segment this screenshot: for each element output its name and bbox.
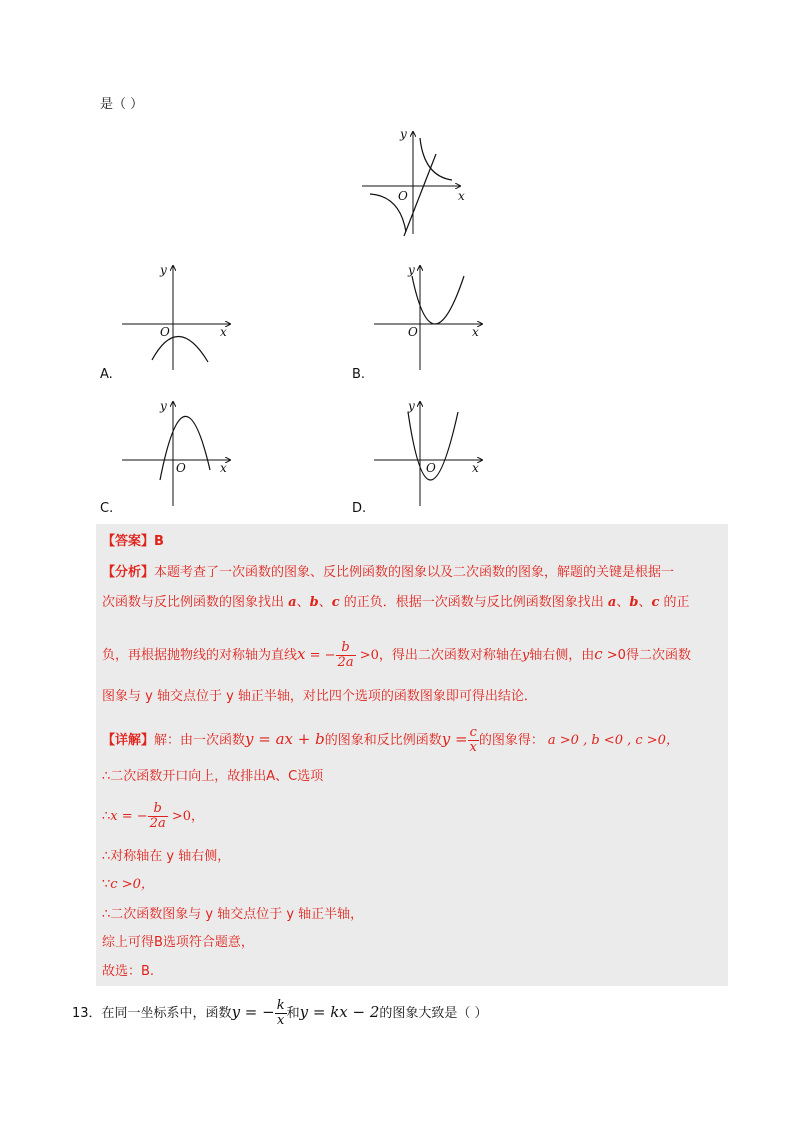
option-a-graph: [120, 262, 240, 372]
detail-label: 【详解】: [102, 733, 155, 748]
analysis-line-4: 图象与 y 轴交点位于 y 轴正半轴，对比四个选项的函数图象即可得出结论．: [102, 689, 537, 704]
y-label: y: [400, 127, 407, 141]
detail-line-3: ∴x = − $\frac{b}{2a}$ >0，: [102, 801, 204, 831]
svg-text:O: O: [160, 325, 170, 339]
option-c-label[interactable]: C.: [100, 501, 114, 516]
analysis-label: 【分析】: [102, 565, 155, 580]
hyperbola-branch-1: [420, 138, 452, 180]
linear-line: [404, 154, 436, 236]
svg-text:O: O: [176, 461, 186, 475]
analysis-line-3: 负，再根据抛物线的对称轴为直线x = − $\frac{b}{2a}$ >0，得出二次函数对称轴在y轴右侧，由c >0得二次函数: [102, 640, 691, 670]
option-b-label[interactable]: B.: [352, 367, 366, 382]
svg-text:x: x: [220, 461, 227, 475]
detail-line-2: ∴二次函数开口向上，故排出A、C选项: [102, 769, 324, 784]
detail-line-1: 【详解】解：由一次函数y = ax + b的图象和反比例函数y = $\frac{c}{x}$ 的图象得： a >0 , b <0 , c >0，: [102, 725, 679, 755]
svg-text:O: O: [426, 461, 436, 475]
svg-text:O: O: [408, 325, 418, 339]
svg-text:x: x: [472, 461, 479, 475]
question-number: 13．: [72, 1006, 102, 1021]
option-d-label[interactable]: D.: [352, 501, 367, 516]
answer-line: [102, 533, 164, 551]
analysis-text-1: 本题考查了一次函数的图象、反比例函数的图象以及二次函数的图象，解题的关键是根据一: [154, 565, 675, 580]
main-figure: [360, 128, 470, 238]
option-a-label[interactable]: A.: [100, 367, 113, 382]
analysis-fraction: $\frac{b}{2a}$: [337, 640, 354, 670]
svg-text:y: y: [160, 399, 167, 413]
option-b-graph: [372, 262, 492, 372]
svg-text:y: y: [408, 263, 415, 277]
svg-text:x: x: [220, 325, 227, 339]
answer-label: 【答案】: [102, 534, 155, 549]
detail-line-4: ∴对称轴在 y 轴右侧，: [102, 849, 231, 864]
answer-value: B: [154, 534, 164, 549]
option-c-graph: [120, 398, 240, 508]
question-13: 13．在同一坐标系中，函数y = − $\frac{k}{x}$ 和y = kx − 2的图象大致是（ ）: [72, 998, 488, 1028]
svg-text:y: y: [408, 399, 415, 413]
detail-line-6: ∴二次函数图象与 y 轴交点位于 y 轴正半轴，: [102, 907, 364, 922]
detail-line-7: 综上可得B选项符合题意，: [102, 935, 254, 950]
svg-text:x: x: [472, 325, 479, 339]
previous-question-tail: 是（ ）: [100, 97, 144, 112]
detail-line-5: ∵c >0，: [102, 877, 154, 892]
x-label: x: [458, 189, 465, 203]
detail-line-8: 故选：B.: [102, 964, 155, 979]
analysis-line-1: [102, 564, 674, 582]
option-d-graph: [372, 398, 492, 508]
analysis-line-2: 次函数与反比例函数的图象找出 a、b、c 的正负．根据一次函数与反比例函数图象找出 a、b、c 的正: [102, 595, 690, 610]
parabola-a: [152, 336, 208, 362]
origin-label: O: [398, 189, 408, 203]
svg-text:y: y: [160, 263, 167, 277]
